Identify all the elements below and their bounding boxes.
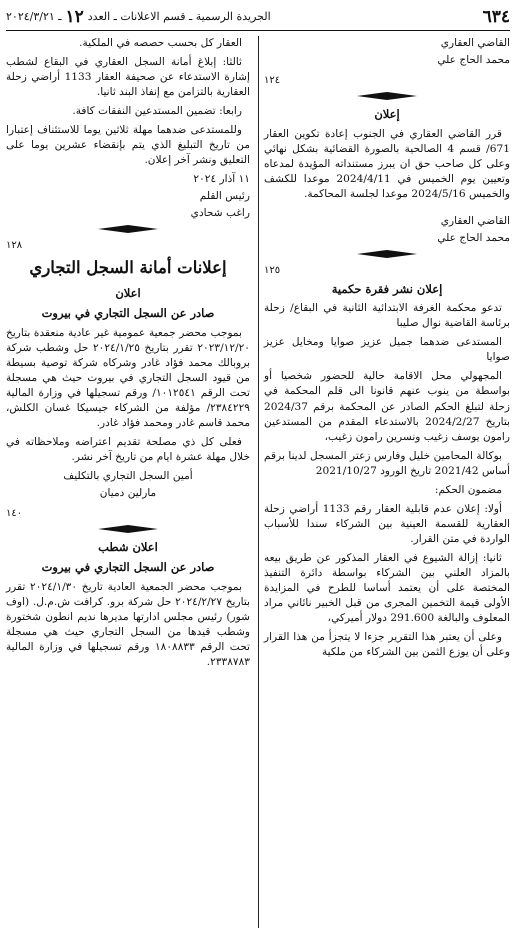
notice-128-signature-title: أمين السجل التجاري بالتكليف xyxy=(63,469,193,482)
notice-126-continued: وللمستدعى ضدهما مهلة ثلاثين يوما للاستئناف إعتبارا من تاريخ التبليغ الذي يتم بإنقضاء عشرين يوما على التعليق ونشر آخر إعلان. xyxy=(6,124,250,167)
divider-ornament xyxy=(6,525,250,533)
notice-125-body: قرر القاضي العقاري في الجنوب إعادة تكوين العقار 671/ قسم 4 الصالحية بالصورة القضائية بشكل نهائي وعلى كل صاحب حق ان يبرز مستنداته المؤيدة لمدعاه وتعيين يوم الخميس في 2024/4/11 موعدا للكشف والخميس 2024/5/16 موعدا لجلسة المحاكمة. xyxy=(264,127,510,200)
notice-126-continued: ثالثا: إبلاغ أمانة السجل العقاري في البقاع لشطب إشارة الاستدعاء عن صحيفة العقار 1133 أراضي زحلة العقارية بالتزامن مع إنفاذ البند ثانيا. xyxy=(6,56,251,99)
notice-126-paragraph: بوكالة المحامين خليل وفارس زعتر المسجل لدينا برقم أساس 2021/42 تاريخ الورود 2021/10/27 xyxy=(264,449,510,477)
right-column xyxy=(264,36,510,664)
notice-128-paragraph: بموجب محضر جمعية عمومية غير عادية منعقدة بتاريخ ٢٠٢٣/١٢/٢٠ تقرر بتاريخ ٢٠٢٤/١/٢٥ حل وشطب شركة بروبالك محمد فؤاد غادر وشركاه شركة توصية بسيطة من قيود السجل التجاري في بيروت حيث هي مسجلة تحت الرقم ١٠١٢٥٤١/ ورقم تسجيلها في وزارة المالية ٢٣٨٤٢٢٩/ مؤلفة من الشركاء جيسيكا غسان الكلش، محمد قاسم غادر ومحمد فؤاد غادر. xyxy=(6,326,250,429)
notice-140-paragraph: بموجب محضر الجمعية العادية تاريخ ٢٠٢٤/١/٣٠ تقرر بتاريخ ٢٠٢٤/٢/٢٧ حل شركة برو. كرافت ش.م.ل. (اوف شور) رئيس مجلس ادارتها مديرها نديم انطون شختورة وشطب قيدها من السجل التجاري حيث هي مسجلة تحت الرقم ١٨٠٨٨٣٣ ورقم تسجيلها في وزارة المالية ٢٣٣٨٧٨٣. xyxy=(6,580,250,668)
notice-140-subheading: صادر عن السجل التجاري في بيروت xyxy=(41,560,215,575)
notice-128-paragraph: فعلى كل ذي مصلحة تقديم اعتراضه وملاحظاته في خلال مهلة عشرة ايام من تاريخ آخر نشر. xyxy=(6,435,250,463)
notice-125-signature-name: محمد الحاج علي xyxy=(437,231,510,244)
notice-number-124: ١٢٤ xyxy=(264,75,281,87)
notice-124-signature-name: محمد الحاج علي xyxy=(437,54,510,67)
notice-126-signature-title: رئيس القلم xyxy=(199,190,250,203)
notice-125-signature-title: القاضي العقاري xyxy=(440,214,510,227)
page-header xyxy=(6,4,510,31)
issue-date: ـ ٢٠٢٤/٣/٢١ xyxy=(6,10,62,24)
notice-126-date: ١١ آذار ٢٠٢٤ xyxy=(193,173,250,186)
divider-ornament xyxy=(6,225,250,233)
notice-124-signature-title: القاضي العقاري xyxy=(440,37,510,49)
notice-126-continued: رابعا: تضمين المستدعين النفقات كافة. xyxy=(72,105,242,118)
notice-126-paragraph: تدعو محكمة الغرفة الابتدائية الثانية في البقاع/ زحلة برئاسة القاضية نوال صليبا xyxy=(264,302,510,330)
page-number: ٦٣٤ xyxy=(482,6,510,27)
notice-number-140: ١٤٠ xyxy=(6,507,23,519)
notice-128-signature-name: مارلين دميان xyxy=(99,486,157,499)
divider-ornament xyxy=(264,250,510,258)
notice-128-heading: اعلان xyxy=(115,285,141,300)
notice-126-paragraph: وعلى أن يعتبر هذا التقرير جزءا لا يتجزأ من هذا القرار وعلى أن يوزع الثمن بين الشركاء من ملكية xyxy=(264,630,510,658)
header-info xyxy=(6,5,271,29)
notice-126-continued: العقار كل بحسب حصصه في الملكية. xyxy=(79,37,242,49)
column-divider xyxy=(258,36,259,928)
notice-126-signature-name: راغب شحادي xyxy=(190,207,250,220)
notice-125-heading: إعلان xyxy=(374,107,400,122)
left-column xyxy=(6,36,250,674)
notice-number-125: ١٢٥ xyxy=(264,264,281,276)
section-title: إعلانات أمانة السجل التجاري xyxy=(29,257,227,277)
notice-126-paragraph: ثانيا: إزالة الشيوع في العقار المذكور عن طريق بيعه بالمزاد العلني بين الشركاء بواسطة دائرة التنفيذ المختصة على أن يعتمد أساسا للطرح في المزايدة الأولى قيمة التخمين المجرى من قبل الخبير نائاني مراد المعلوف والبالغة 291.600 دولار أميركي، xyxy=(264,551,510,624)
divider-ornament xyxy=(264,92,510,100)
publication-name: الجريدة الرسمية ـ قسم الاعلانات ـ العدد xyxy=(87,10,271,24)
notice-128-subheading: صادر عن السجل التجاري في بيروت xyxy=(41,306,215,321)
issue-number: ١٢ xyxy=(65,6,84,27)
notice-number-128: ١٢٨ xyxy=(6,240,23,252)
notice-126-paragraph: مضمون الحكم: xyxy=(434,483,502,496)
notice-126-heading: إعلان نشر فقرة حكمية xyxy=(331,281,443,296)
notice-126-paragraph: أولا: إعلان عدم قابلية العقار رقم 1133 أراضي زحلة العقارية للقسمة العينية بين الشركاء سندا للأسباب الواردة في متن القرار. xyxy=(264,502,510,545)
notice-126-paragraph: المجهولي محل الاقامة حالية للحضور شخصيا أو بواسطة من ينوب عنهم قانونا الى قلم المحكمة في زحلة لتبلغ الحكم الصادر عن المحكمة برقم 2024/37 بتاريخ 2024/2/27 بالاستدعاء المقدم من المستدعين رامون يوسف زغيب ونسرين رامون زغيب، xyxy=(264,370,510,443)
notice-126-paragraph: المستدعى ضدهما جميل عزيز صوايا ومخايل عزيز صوايا xyxy=(264,336,510,364)
notice-140-heading: اعلان شطب xyxy=(98,540,158,555)
